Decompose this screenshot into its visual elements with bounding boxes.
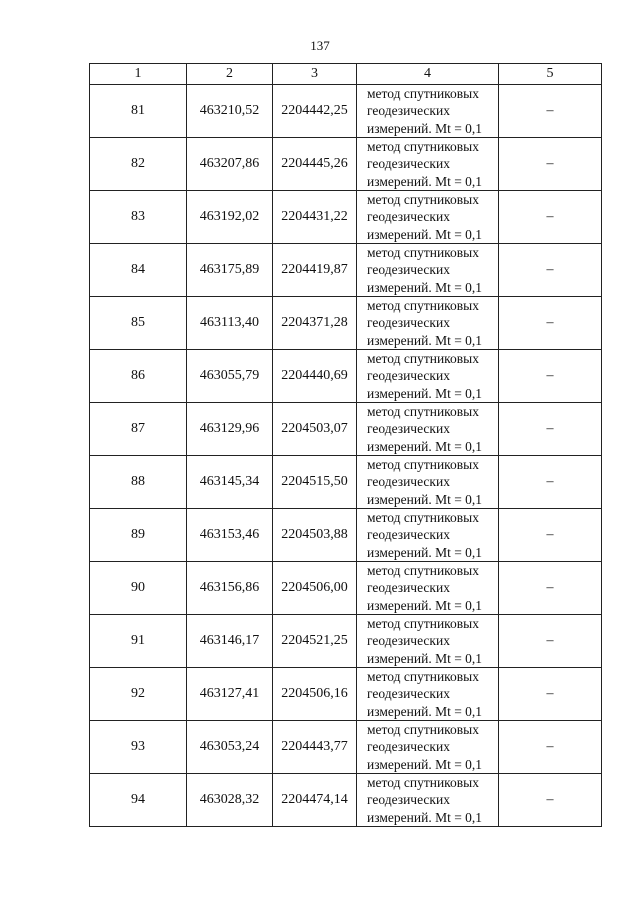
method-line: метод спутниковых: [367, 298, 479, 314]
note-cell: –: [499, 721, 602, 774]
coordinate-x: 463127,41: [187, 668, 273, 721]
method-line: измерений. Mt = 0,1: [367, 491, 483, 507]
note-cell: –: [499, 456, 602, 509]
column-header: 1: [90, 64, 187, 85]
coordinate-y: 2204521,25: [273, 615, 357, 668]
method-line: геодезических: [367, 739, 450, 755]
table-row: [90, 615, 602, 668]
table-row: [90, 138, 602, 191]
note-cell: –: [499, 403, 602, 456]
point-number: 91: [90, 615, 187, 668]
method-line: геодезических: [367, 580, 450, 596]
column-header: 3: [273, 64, 357, 85]
table-row: [90, 403, 602, 456]
header-row: [90, 64, 602, 85]
point-number: 90: [90, 562, 187, 615]
coordinate-y: 2204503,07: [273, 403, 357, 456]
coordinate-x: 463146,17: [187, 615, 273, 668]
coordinate-y: 2204515,50: [273, 456, 357, 509]
coordinate-y: 2204442,25: [273, 85, 357, 138]
point-number: 87: [90, 403, 187, 456]
method-line: измерений. Mt = 0,1: [367, 385, 483, 401]
method-line: метод спутниковых: [367, 192, 479, 208]
note-cell: –: [499, 668, 602, 721]
note-cell: –: [499, 85, 602, 138]
method-line: геодезических: [367, 474, 450, 490]
method-cell: [357, 297, 499, 350]
note-cell: –: [499, 509, 602, 562]
method-line: геодезических: [367, 527, 450, 543]
method-line: измерений. Mt = 0,1: [367, 173, 483, 189]
method-cell: [357, 244, 499, 297]
coordinate-x: 463055,79: [187, 350, 273, 403]
coordinate-y: 2204371,28: [273, 297, 357, 350]
note-cell: –: [499, 774, 602, 827]
table-row: [90, 721, 602, 774]
method-line: геодезических: [367, 686, 450, 702]
point-number: 92: [90, 668, 187, 721]
table-row: [90, 244, 602, 297]
column-header: 2: [187, 64, 273, 85]
method-cell: [357, 456, 499, 509]
point-number: 89: [90, 509, 187, 562]
method-line: метод спутниковых: [367, 669, 479, 685]
coordinate-x: 463207,86: [187, 138, 273, 191]
coordinate-y: 2204440,69: [273, 350, 357, 403]
method-line: измерений. Mt = 0,1: [367, 544, 483, 560]
coordinate-y: 2204506,00: [273, 562, 357, 615]
table-row: [90, 509, 602, 562]
table-row: [90, 297, 602, 350]
table-row: [90, 350, 602, 403]
method-line: геодезических: [367, 103, 450, 119]
method-line: метод спутниковых: [367, 457, 479, 473]
method-line: геодезических: [367, 156, 450, 172]
method-line: метод спутниковых: [367, 245, 479, 261]
method-cell: [357, 615, 499, 668]
method-line: измерений. Mt = 0,1: [367, 120, 483, 136]
method-cell: [357, 721, 499, 774]
method-cell: [357, 774, 499, 827]
method-line: измерений. Mt = 0,1: [367, 332, 483, 348]
coordinate-x: 463192,02: [187, 191, 273, 244]
page-number: 137: [310, 38, 330, 53]
coordinate-y: 2204443,77: [273, 721, 357, 774]
coordinate-x: 463129,96: [187, 403, 273, 456]
coordinate-x: 463053,24: [187, 721, 273, 774]
coordinate-y: 2204419,87: [273, 244, 357, 297]
method-cell: [357, 350, 499, 403]
method-line: метод спутниковых: [367, 563, 479, 579]
point-number: 85: [90, 297, 187, 350]
method-line: измерений. Mt = 0,1: [367, 226, 483, 242]
note-cell: –: [499, 191, 602, 244]
method-line: метод спутниковых: [367, 510, 479, 526]
method-line: геодезических: [367, 368, 450, 384]
method-line: метод спутниковых: [367, 86, 479, 102]
note-cell: –: [499, 615, 602, 668]
method-line: измерений. Mt = 0,1: [367, 597, 483, 613]
coordinate-y: 2204445,26: [273, 138, 357, 191]
note-cell: –: [499, 350, 602, 403]
coordinate-y: 2204503,88: [273, 509, 357, 562]
method-line: геодезических: [367, 633, 450, 649]
point-number: 82: [90, 138, 187, 191]
method-cell: [357, 138, 499, 191]
coordinate-x: 463113,40: [187, 297, 273, 350]
method-line: геодезических: [367, 262, 450, 278]
table-body: [90, 85, 602, 827]
note-cell: –: [499, 244, 602, 297]
coordinate-x: 463028,32: [187, 774, 273, 827]
method-line: измерений. Mt = 0,1: [367, 438, 483, 454]
method-line: измерений. Mt = 0,1: [367, 756, 483, 772]
coordinate-x: 463153,46: [187, 509, 273, 562]
method-cell: [357, 191, 499, 244]
note-cell: –: [499, 562, 602, 615]
coordinate-y: 2204506,16: [273, 668, 357, 721]
method-line: измерений. Mt = 0,1: [367, 703, 483, 719]
point-number: 84: [90, 244, 187, 297]
column-header: 4: [357, 64, 499, 85]
note-cell: –: [499, 297, 602, 350]
method-line: метод спутниковых: [367, 404, 479, 420]
method-cell: [357, 562, 499, 615]
table-row: [90, 85, 602, 138]
method-cell: [357, 668, 499, 721]
coordinate-x: 463156,86: [187, 562, 273, 615]
method-line: метод спутниковых: [367, 139, 479, 155]
method-line: геодезических: [367, 421, 450, 437]
method-cell: [357, 403, 499, 456]
method-line: измерений. Mt = 0,1: [367, 650, 483, 666]
coordinate-x: 463210,52: [187, 85, 273, 138]
coordinates-table: [89, 63, 602, 827]
method-line: метод спутниковых: [367, 775, 479, 791]
point-number: 86: [90, 350, 187, 403]
coordinate-x: 463175,89: [187, 244, 273, 297]
method-line: метод спутниковых: [367, 616, 479, 632]
point-number: 88: [90, 456, 187, 509]
table-row: [90, 562, 602, 615]
coordinate-x: 463145,34: [187, 456, 273, 509]
method-line: геодезических: [367, 209, 450, 225]
method-line: метод спутниковых: [367, 722, 479, 738]
note-cell: –: [499, 138, 602, 191]
method-line: измерений. Mt = 0,1: [367, 279, 483, 295]
column-header: 5: [499, 64, 602, 85]
method-line: геодезических: [367, 315, 450, 331]
point-number: 83: [90, 191, 187, 244]
method-line: геодезических: [367, 792, 450, 808]
table-row: [90, 191, 602, 244]
method-cell: [357, 509, 499, 562]
table-row: [90, 456, 602, 509]
point-number: 93: [90, 721, 187, 774]
point-number: 94: [90, 774, 187, 827]
coordinate-y: 2204431,22: [273, 191, 357, 244]
table-row: [90, 668, 602, 721]
coordinate-y: 2204474,14: [273, 774, 357, 827]
point-number: 81: [90, 85, 187, 138]
method-line: измерений. Mt = 0,1: [367, 809, 483, 825]
method-cell: [357, 85, 499, 138]
method-line: метод спутниковых: [367, 351, 479, 367]
table-row: [90, 774, 602, 827]
